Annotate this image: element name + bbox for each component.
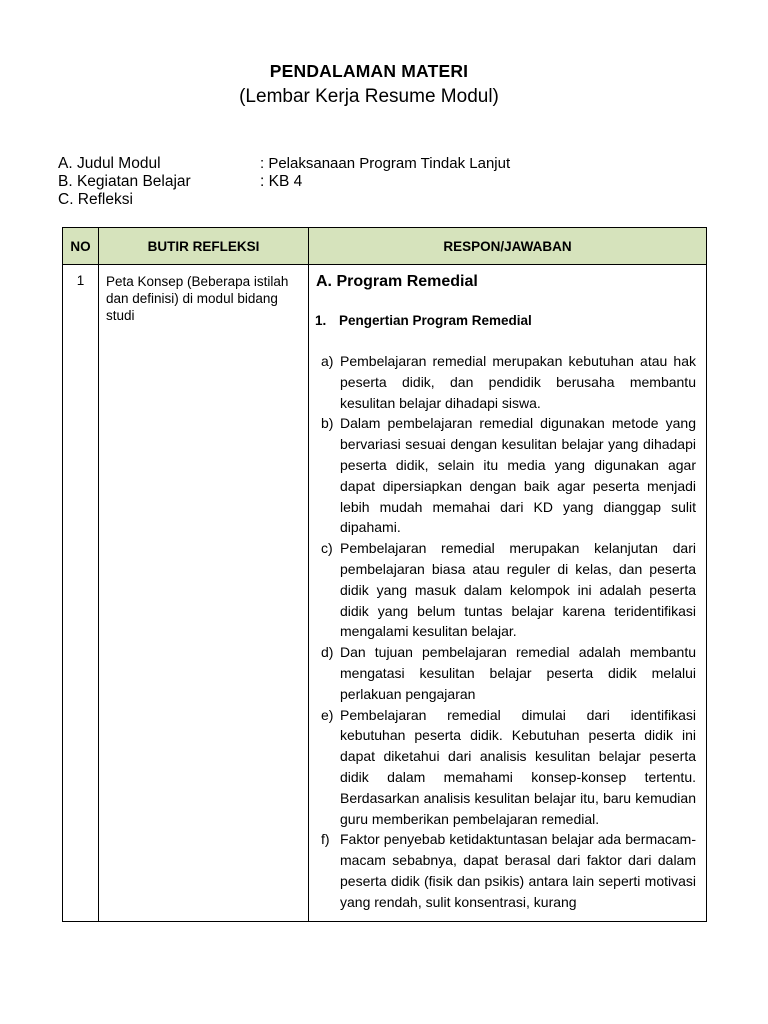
subsection-heading xyxy=(315,313,698,328)
list-item xyxy=(315,705,698,830)
refleksi-table xyxy=(62,227,707,922)
item-text: Faktor penyebab ketidaktuntasan belajar ada bermacam-macam sebabnya, dapat berasal dari faktor dari dalam peserta didik (fisik dan psikis) antara lain seperti motivasi yang rendah, sulit konsentrasi, kurang xyxy=(340,831,696,910)
document-subtitle: (Lembar Kerja Resume Modul) xyxy=(239,86,499,107)
meta-label: A. Judul Modul xyxy=(58,155,161,172)
meta-value: : KB 4 xyxy=(260,173,303,190)
table-header-row xyxy=(63,228,707,265)
header-respon-jawaban: RESPON/JAWABAN xyxy=(309,228,707,265)
table-row xyxy=(63,265,707,922)
list-item xyxy=(315,642,698,704)
list-item xyxy=(315,351,698,413)
header-no: NO xyxy=(63,228,99,265)
item-label: d) xyxy=(321,644,334,661)
item-label: c) xyxy=(321,540,333,557)
item-text: Pembelajaran remedial merupakan kelanjutan dari pembelajaran biasa atau reguler di kelas, dan peserta didik yang masuk dalam kelompok ini adalah peserta didik yang belum tuntas belajar karena teridentifikasi mengalami kesulitan belajar. xyxy=(340,540,696,640)
subsection-number: 1. xyxy=(315,313,327,328)
subsection-title: Pengertian Program Remedial xyxy=(339,313,532,328)
meta-value: : Pelaksanaan Program Tindak Lanjut xyxy=(260,155,511,172)
list-item xyxy=(315,538,698,642)
item-text: Pembelajaran remedial merupakan kebutuhan atau hak peserta didik, dan pendidik berusaha membantu kesulitan belajar dihadapi siswa. xyxy=(340,353,696,411)
butir-refleksi-cell: Peta Konsep (Beberapa istilah dan definisi) di modul bidang studi xyxy=(99,265,309,922)
document-title: PENDALAMAN MATERI xyxy=(269,61,469,81)
list-item xyxy=(315,829,698,912)
meta-label: C. Refleksi xyxy=(58,191,133,208)
respon-cell xyxy=(309,265,707,922)
item-label: a) xyxy=(321,353,334,369)
item-label: f) xyxy=(321,831,330,848)
row-number: 1 xyxy=(63,265,99,922)
item-label: b) xyxy=(321,415,334,432)
list-item xyxy=(315,413,698,538)
meta-label: B. Kegiatan Belajar xyxy=(58,173,191,190)
item-text: Dan tujuan pembelajaran remedial adalah membantu mengatasi kesulitan belajar peserta didik melalui perlakuan pengajaran xyxy=(340,644,696,702)
header-butir-refleksi: BUTIR REFLEKSI xyxy=(99,228,309,265)
item-label: e) xyxy=(321,706,334,723)
item-text: Pembelajaran remedial dimulai dari identifikasi kebutuhan peserta didik. Kebutuhan peserta didik ini dapat diketahui dari analisis kesulitan belajar peserta didik dalam memahami konsep-konsep tertentu. Berdasarkan analisis kesulitan belajar itu, baru kemudian guru memberikan pembelajaran remedial. xyxy=(340,706,696,827)
item-text: Dalam pembelajaran remedial digunakan metode yang bervariasi sesuai dengan kesulitan belajar yang dihadapi peserta didik, selain itu media yang digunakan agar dapat dipersiapkan dengan baik agar peserta menjadi lebih mudah memahai dari KD yang dianggap sulit dipahami. xyxy=(340,415,696,536)
section-heading: A. Program Remedial xyxy=(316,273,478,290)
item-list xyxy=(315,351,698,913)
